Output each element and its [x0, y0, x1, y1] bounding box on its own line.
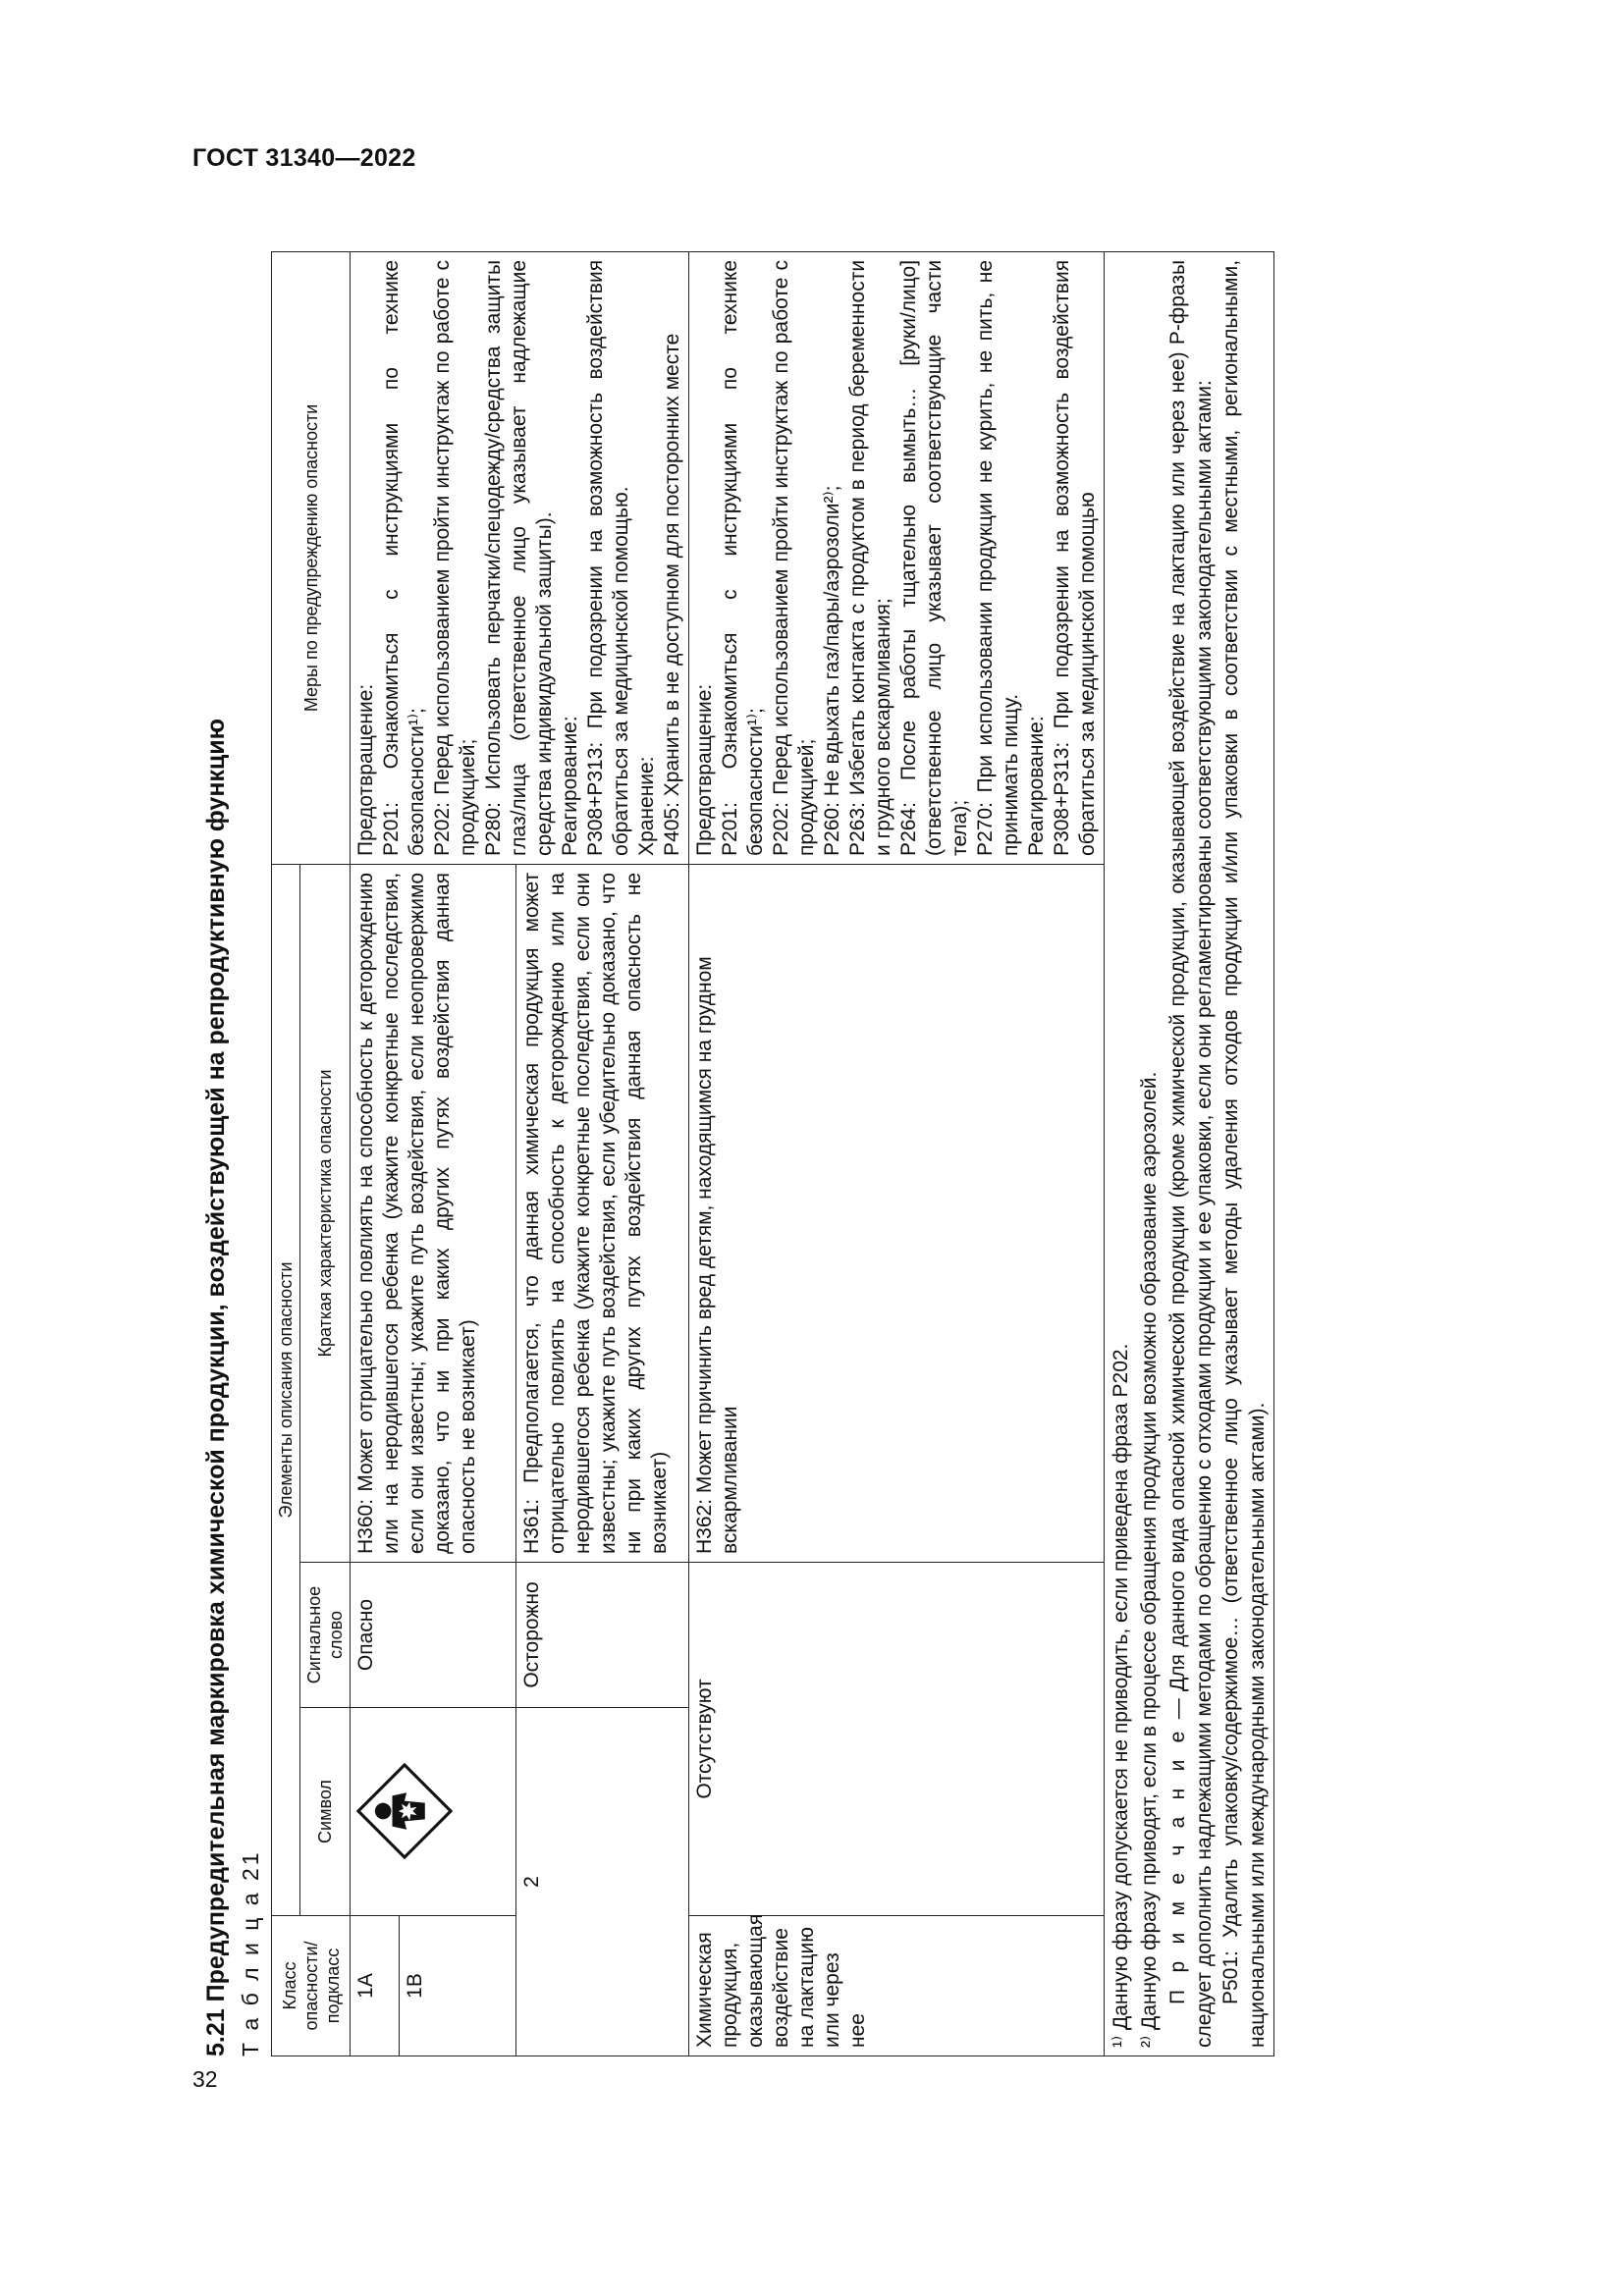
table-note — [1164, 260, 1218, 2048]
header-symbol: Символ — [300, 1708, 351, 1916]
h361-description: Н361: Предполагается, что данная химическая продукция может отрицательно повлиять на способность к деторождению или на неродившегося ребенка (укажите конкретные последствия, если они известны; укажите путь воздействия, если убедительно доказано, что ни при каких других путях воздействия данная опасность не возникает) — [515, 864, 688, 1562]
table-notes — [1105, 251, 1274, 2056]
class-1b-cell: 1В — [399, 1916, 515, 2056]
section-title: 5.21 Предупредительная маркировка химической продукции, воздействующей на репродуктивную функцию — [202, 718, 230, 2056]
note-text: — Для данного вида опасной химической продукции (кроме химической продукции, оказывающей воздействие на лактацию или через нее) P-фразы следует дополнить надлежащими методами по обращению с отходами продукции и ее упаковки, если они регламентированы соответствующими законодательными актами: — [1166, 259, 1216, 2048]
header-brief-description: Краткая характеристика опасности — [300, 864, 351, 1562]
note-label: П р и м е ч а н и е — [1166, 1726, 1189, 2004]
footnote-1: ¹⁾ Данную фразу допускается не приводить, если приведена фраза P202. — [1110, 1343, 1132, 2048]
class-2-cell: 2 — [515, 1708, 688, 2056]
table-caption: Т а б л и ц а 21 — [238, 1849, 263, 2056]
class-lactation-cell: Химическая продукция, оказывающая воздействие на лактацию или через нее — [689, 1916, 1105, 2056]
precautions-class-1-2: Предотвращение: P201: Ознакомиться с инструкциями по технике безопасности¹⁾; P202: Перед использованием пройти инструктаж по работе с продукцией; P280: Использовать перчатки/спецодежду/средства защиты глаз/лица (ответственное лицо указывает надлежащие средства индивидуальной защиты). Реагирование: P308+P313: При подозрении на возможность воздействия обратиться за медицинской помощью. Хранение: P405: Хранить в не доступном для посторонних месте — [351, 251, 689, 864]
document-code: ГОСТ 31340—2022 — [192, 144, 416, 172]
table-row — [689, 251, 1105, 2056]
signal-word-danger: Опасно — [351, 1563, 516, 1708]
class-1a-cell: 1А — [351, 1916, 400, 2056]
health-hazard-icon — [353, 1761, 456, 1863]
signal-word-warning: Осторожно — [515, 1563, 688, 1708]
note-p501: P501: Удалить упаковку/содержимое… (ответственное лицо указывает методы удаления отходов продукции и/или упаковки в соответствии с местными, региональными, национальными или международными законодательными актами). — [1219, 259, 1269, 2048]
h362-description: Н362: Может причинить вред детям, находящимся на грудном вскармливании — [689, 864, 1105, 1562]
header-precautions: Меры по предупреждению опасности — [272, 251, 351, 864]
rotated-content — [202, 245, 1479, 2066]
footnote-2: ²⁾ Данную фразу приводят, если в процессе обращения продукции возможно образование аэрозолей. — [1138, 1071, 1161, 2048]
header-signal-word: Сигнальное слово — [300, 1563, 351, 1708]
symbol-cell — [351, 1708, 516, 1916]
table-header-row — [272, 251, 300, 2056]
h360-description: Н360: Может отрицательно повлиять на способность к деторождению или на неродившегося ребенка (укажите конкретные последствия, если они известны; укажите путь воздействия, если неопровержимо доказано, что ни при каких других путях воздействия данная опасность не возникает) — [351, 864, 516, 1562]
hazard-table — [271, 251, 1274, 2056]
page-number: 32 — [192, 2066, 218, 2092]
precautions-lactation: Предотвращение: P201: Ознакомиться с инструкциями по технике безопасности¹⁾; P202: Перед использованием пройти инструктаж по работе с продукцией; P260: Не вдыхать газ/пары/аэрозоли²⁾; P263: Избегать контакта с продуктом в период беременности и грудного вскармливания; P264: После работы тщательно вымыть… [руки/лицо] (ответственное лицо указывает соответствующие части тела); P270: При использовании продукции не курить, не пить, не принимать пищу. Реагирование: P308+P313: При подозрении на возможность воздействия обратиться за медицинской помощью — [689, 251, 1105, 864]
table-row — [351, 251, 400, 2056]
table-notes-row — [1105, 251, 1274, 2056]
symbol-absent-cell: Отсутствуют — [689, 1563, 1105, 1916]
header-hazard-class: Класс опасности/ подкласс — [272, 1916, 351, 2056]
header-elements-group: Элементы описания опасности — [272, 864, 300, 1915]
